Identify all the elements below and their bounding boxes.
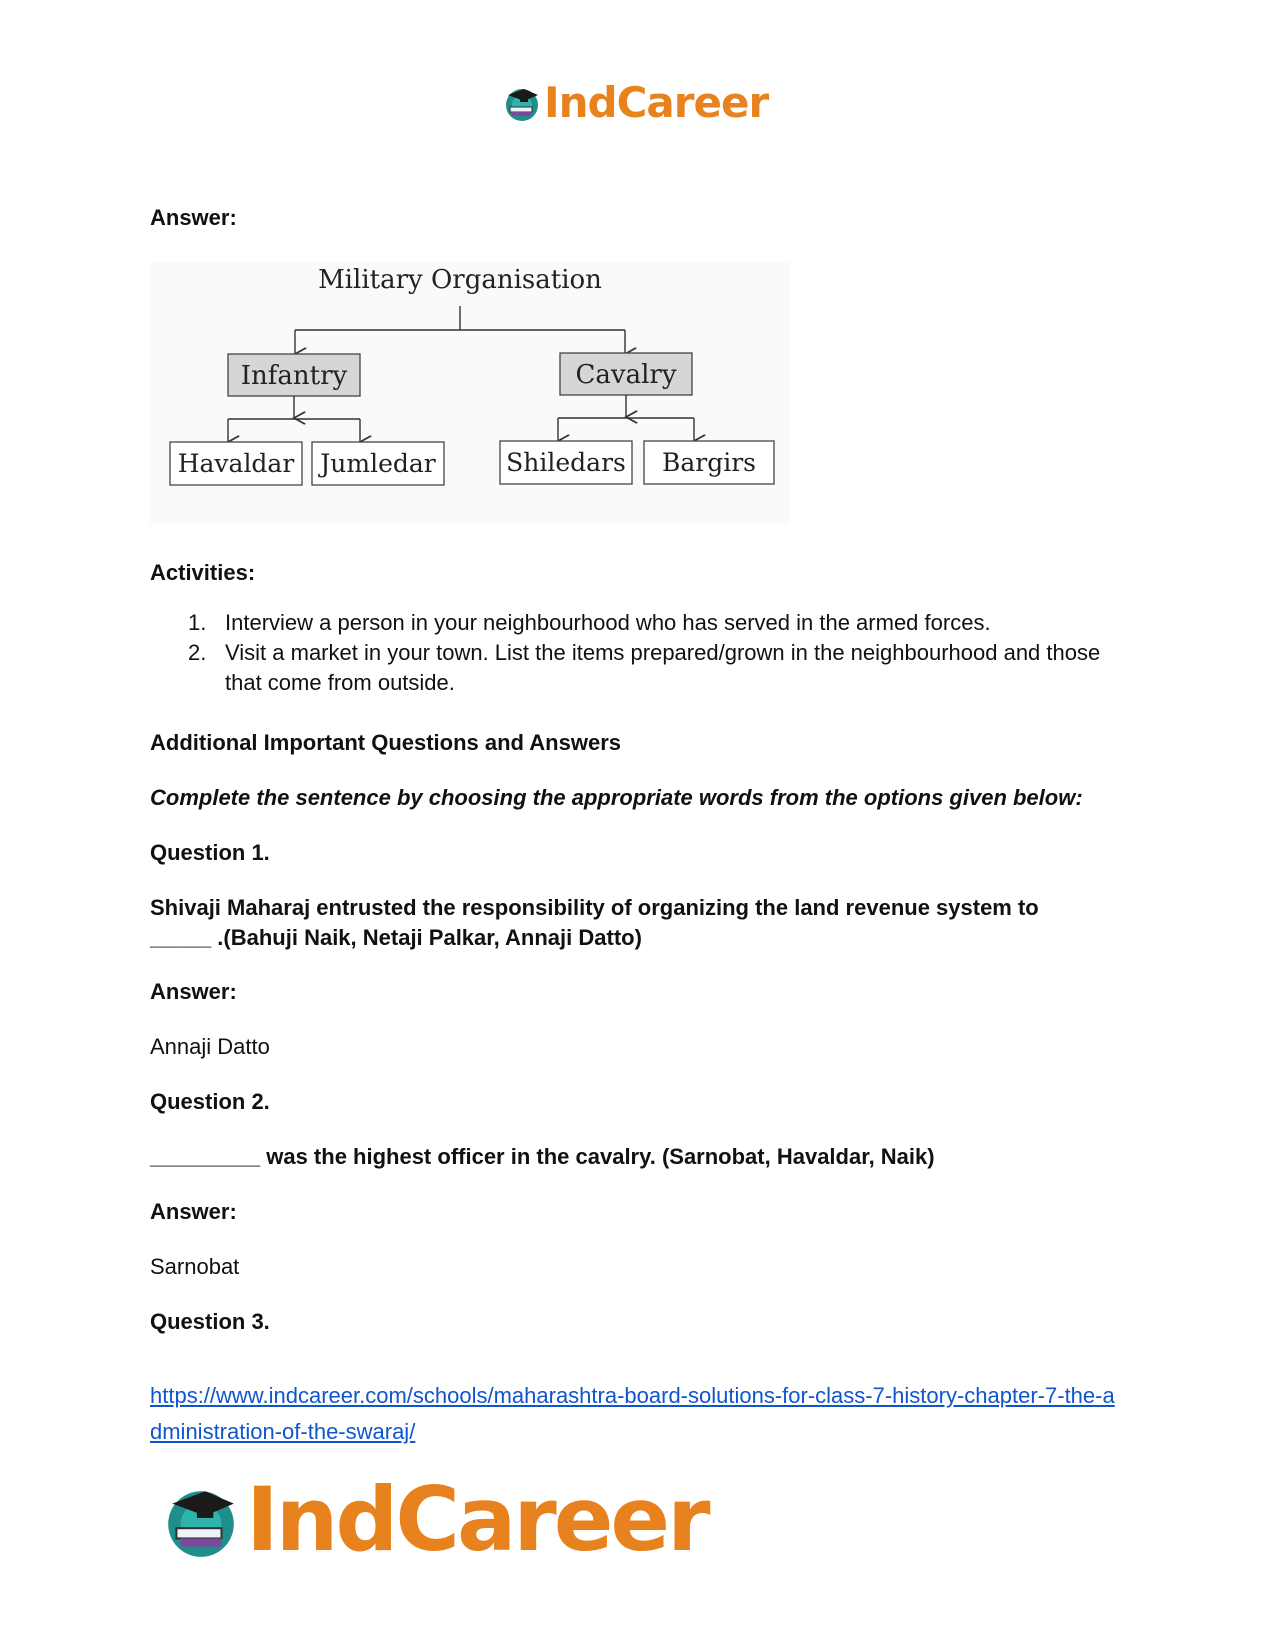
question-3-label: Question 3. xyxy=(150,1309,270,1334)
cavalry-label: Cavalry xyxy=(575,360,677,390)
question-1-answer: Annaji Datto xyxy=(150,1034,270,1059)
graduation-cap-globe-icon xyxy=(160,1479,242,1561)
shiledars-label: Shiledars xyxy=(506,448,626,477)
footer-logo xyxy=(160,1468,708,1571)
answer-label: Answer: xyxy=(150,205,237,230)
bargirs-label: Bargirs xyxy=(661,448,757,477)
question-2-text: _________ was the highest officer in the cavalry. (Sarnobat, Havaldar, Naik) xyxy=(150,1144,935,1169)
header-logo xyxy=(502,78,768,127)
list-item-text: Visit a market in your town. List the items prepared/grown in the neighbourhood and those that come from outside. xyxy=(225,640,1101,695)
question-2-label: Question 2. xyxy=(150,1089,270,1114)
list-number: 1. xyxy=(188,610,207,635)
additional-heading: Additional Important Questions and Answers xyxy=(150,730,622,755)
footer-link[interactable]: https://www.indcareer.com/schools/maharashtra-board-solutions-for-class-7-history-chapter-7-the-administration-of-the-swaraj/ xyxy=(150,1383,1115,1444)
question-1-label: Question 1. xyxy=(150,840,270,865)
graduation-cap-globe-icon xyxy=(502,83,542,123)
question-2-answer-label: Answer: xyxy=(150,1199,237,1224)
footer-link-container xyxy=(150,1378,1125,1450)
jumledar-label: Jumledar xyxy=(320,449,436,478)
brand-name: IndCareer xyxy=(544,78,769,127)
brand-name: IndCareer xyxy=(246,1468,708,1571)
question-1-text: Shivaji Maharaj entrusted the responsibility of organizing the land revenue system to _____ .(Bahuji Naik, Netaji Palkar, Annaji Datto) xyxy=(150,895,1039,950)
havaldar-label: Havaldar xyxy=(177,449,295,478)
list-item xyxy=(150,638,1140,698)
list-item xyxy=(150,608,1140,638)
question-2-answer: Sarnobat xyxy=(150,1254,240,1279)
activities-list xyxy=(150,608,1140,698)
diagram-root-label: Military Organisation xyxy=(318,265,602,295)
instruction-text: Complete the sentence by choosing the appropriate words from the options given below: xyxy=(150,785,1083,810)
military-organisation-diagram xyxy=(150,262,790,524)
question-1-answer-label: Answer: xyxy=(150,979,237,1004)
activities-heading: Activities: xyxy=(150,560,256,585)
diagram-svg xyxy=(150,262,790,524)
list-item-text: Interview a person in your neighbourhood who has served in the armed forces. xyxy=(225,610,991,635)
list-number: 2. xyxy=(188,640,207,665)
infantry-label: Infantry xyxy=(240,361,348,391)
